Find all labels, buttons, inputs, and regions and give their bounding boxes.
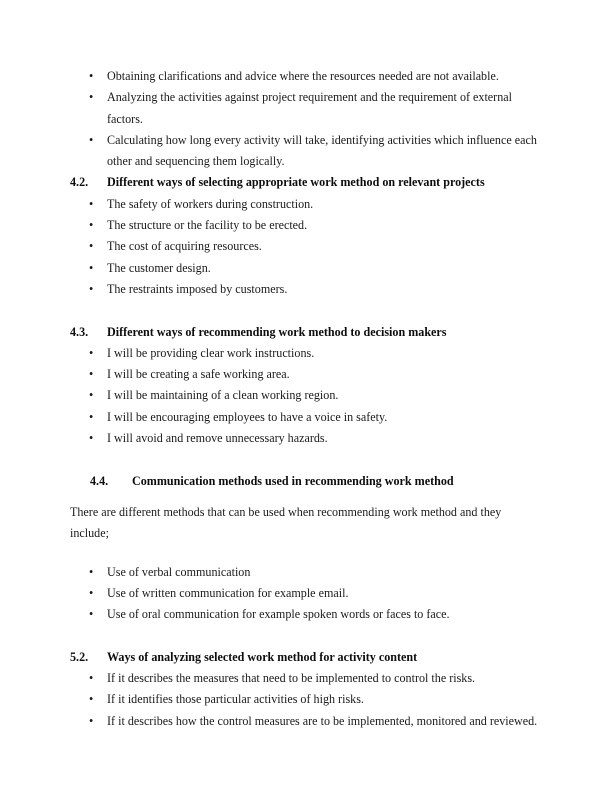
list-item-text: The cost of acquiring resources.	[107, 239, 262, 254]
section-title: Different ways of selecting appropriate work method on relevant projects	[107, 175, 485, 190]
list-item	[70, 258, 538, 279]
list-item-text: The customer design.	[107, 260, 211, 275]
list-item-text: Use of verbal communication	[107, 564, 251, 579]
list-item	[70, 583, 538, 604]
section-heading-4-2	[70, 172, 538, 193]
bullet-icon: •	[89, 345, 94, 360]
list-item-text: Obtaining clarifications and advice where the resources needed are not available.	[107, 69, 499, 83]
list-item-text: Use of written communication for example email.	[107, 585, 349, 600]
bullet-icon: •	[89, 431, 94, 446]
list-item	[70, 711, 538, 732]
bullet-icon: •	[89, 90, 94, 105]
bullet-icon: •	[89, 218, 94, 233]
section-4-3-bullet-list	[70, 343, 538, 449]
bullet-icon: •	[89, 607, 94, 622]
spacer	[70, 300, 538, 321]
list-item	[70, 562, 538, 583]
section-4-4-bullet-list	[70, 562, 538, 626]
bullet-icon: •	[89, 132, 94, 147]
list-item-text: Calculating how long every activity will take, identifying activities which influence each other and sequencing them logically.	[107, 132, 537, 169]
list-item	[70, 279, 538, 300]
bullet-icon: •	[89, 281, 94, 296]
list-item	[70, 130, 538, 173]
bullet-icon: •	[89, 196, 94, 211]
section-title: Ways of analyzing selected work method for activity content	[107, 649, 418, 664]
list-item-text: I will be encouraging employees to have a voice in safety.	[107, 409, 388, 424]
list-item	[70, 87, 538, 130]
list-item	[70, 343, 538, 364]
spacer	[70, 545, 538, 562]
section-5-2-bullet-list	[70, 668, 538, 732]
intro-bullet-list	[70, 66, 538, 172]
section-number: 4.2.	[70, 175, 89, 190]
list-item-text: I will be creating a safe working area.	[107, 367, 290, 382]
page-content	[70, 66, 538, 732]
section-number: 4.4.	[90, 473, 109, 488]
list-item-text: The safety of workers during construction.	[107, 196, 314, 211]
list-item	[70, 385, 538, 406]
bullet-icon: •	[89, 239, 94, 254]
bullet-icon: •	[89, 671, 94, 686]
list-item-text: Analyzing the activities against project requirement and the requirement of external factors.	[107, 90, 512, 126]
list-item	[70, 604, 538, 625]
spacer	[70, 449, 538, 470]
bullet-icon: •	[89, 713, 94, 728]
list-item	[70, 428, 538, 449]
list-item	[70, 407, 538, 428]
section-4-4-paragraph: There are different methods that can be used when recommending work method and they include;	[70, 504, 502, 541]
list-item-text: I will avoid and remove unnecessary hazards.	[107, 431, 328, 446]
list-item-text: If it describes the measures that need to be implemented to control the risks.	[107, 671, 476, 686]
list-item-text: If it identifies those particular activities of high risks.	[107, 692, 364, 707]
section-title: Communication methods used in recommending work method	[132, 473, 454, 488]
list-item-text: The structure or the facility to be erected.	[107, 218, 308, 233]
bullet-icon: •	[89, 564, 94, 579]
list-item-text: The restraints imposed by customers.	[107, 281, 288, 296]
section-number: 4.3.	[70, 324, 89, 339]
bullet-icon: •	[89, 692, 94, 707]
list-item	[70, 668, 538, 689]
section-heading-5-2	[70, 647, 538, 668]
list-item	[70, 364, 538, 385]
spacer	[70, 492, 538, 502]
bullet-icon: •	[89, 388, 94, 403]
spacer	[70, 625, 538, 646]
list-item-text: I will be providing clear work instructions.	[107, 345, 315, 360]
list-item-text: Use of oral communication for example spoken words or faces to face.	[107, 607, 450, 622]
bullet-icon: •	[89, 585, 94, 600]
list-item	[70, 236, 538, 257]
section-4-2-bullet-list	[70, 194, 538, 300]
bullet-icon: •	[89, 367, 94, 382]
list-item-text: I will be maintaining of a clean working region.	[107, 388, 339, 403]
section-heading-4-4	[90, 471, 538, 492]
bullet-icon: •	[89, 409, 94, 424]
list-item-text: If it describes how the control measures are to be implemented, monitored and reviewed.	[107, 713, 538, 728]
list-item	[70, 66, 538, 87]
list-item	[70, 194, 538, 215]
list-item	[70, 215, 538, 236]
section-title: Different ways of recommending work method to decision makers	[107, 324, 447, 339]
list-item	[70, 689, 538, 710]
section-heading-4-3	[70, 322, 538, 343]
bullet-icon: •	[89, 69, 94, 83]
bullet-icon: •	[89, 260, 94, 275]
section-number: 5.2.	[70, 649, 89, 664]
